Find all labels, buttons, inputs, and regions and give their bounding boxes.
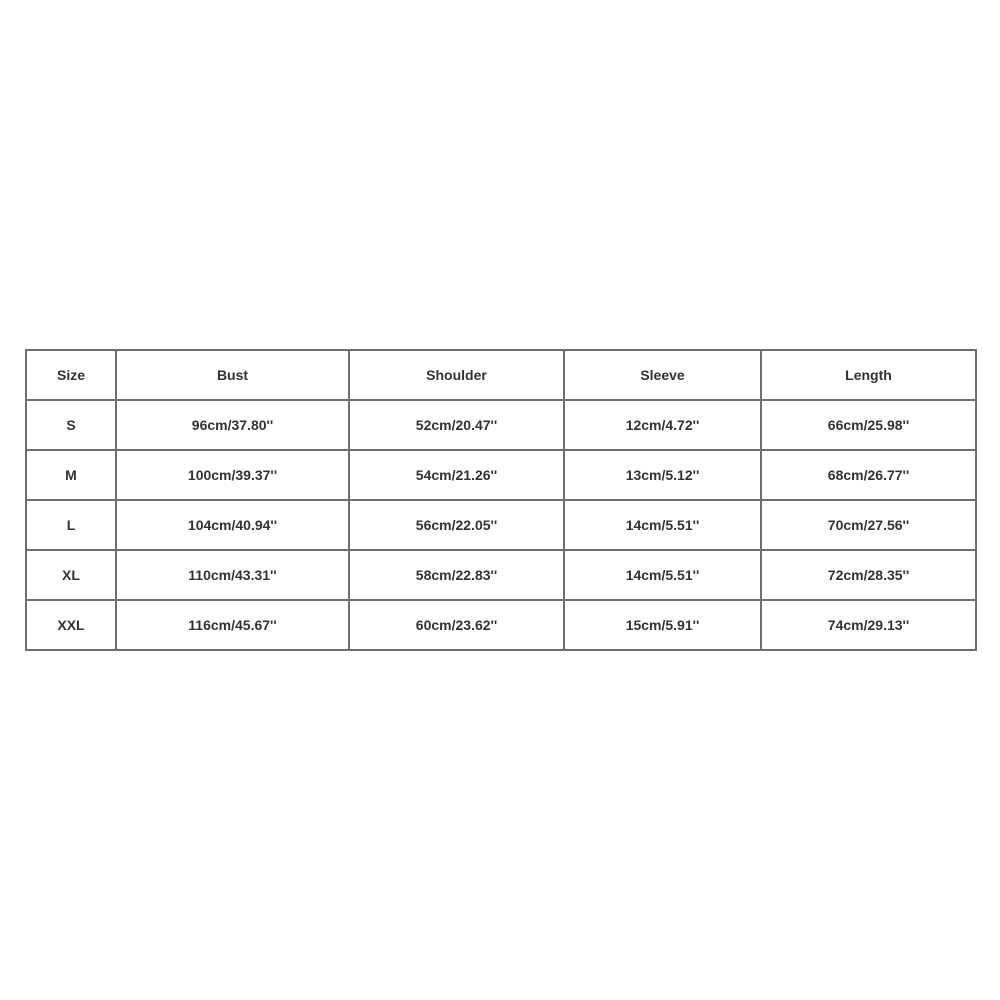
table-row	[26, 500, 976, 550]
table-row	[26, 600, 976, 650]
cell-length: 68cm/26.77''	[761, 450, 976, 500]
header-size: Size	[26, 350, 116, 400]
cell-length: 66cm/25.98''	[761, 400, 976, 450]
cell-bust: 96cm/37.80''	[116, 400, 349, 450]
header-bust: Bust	[116, 350, 349, 400]
table-row	[26, 400, 976, 450]
cell-bust: 104cm/40.94''	[116, 500, 349, 550]
cell-shoulder: 52cm/20.47''	[349, 400, 564, 450]
cell-sleeve: 12cm/4.72''	[564, 400, 761, 450]
cell-size: L	[26, 500, 116, 550]
table-row	[26, 450, 976, 500]
cell-shoulder: 58cm/22.83''	[349, 550, 564, 600]
cell-sleeve: 13cm/5.12''	[564, 450, 761, 500]
cell-sleeve: 14cm/5.51''	[564, 500, 761, 550]
cell-bust: 116cm/45.67''	[116, 600, 349, 650]
cell-size: XXL	[26, 600, 116, 650]
cell-length: 70cm/27.56''	[761, 500, 976, 550]
cell-size: XL	[26, 550, 116, 600]
cell-bust: 100cm/39.37''	[116, 450, 349, 500]
cell-shoulder: 56cm/22.05''	[349, 500, 564, 550]
cell-size: M	[26, 450, 116, 500]
table-row	[26, 550, 976, 600]
header-shoulder: Shoulder	[349, 350, 564, 400]
size-chart-table	[25, 349, 977, 651]
table-header-row	[26, 350, 976, 400]
cell-shoulder: 54cm/21.26''	[349, 450, 564, 500]
cell-length: 72cm/28.35''	[761, 550, 976, 600]
cell-shoulder: 60cm/23.62''	[349, 600, 564, 650]
cell-bust: 110cm/43.31''	[116, 550, 349, 600]
cell-sleeve: 14cm/5.51''	[564, 550, 761, 600]
header-length: Length	[761, 350, 976, 400]
cell-size: S	[26, 400, 116, 450]
header-sleeve: Sleeve	[564, 350, 761, 400]
cell-length: 74cm/29.13''	[761, 600, 976, 650]
cell-sleeve: 15cm/5.91''	[564, 600, 761, 650]
